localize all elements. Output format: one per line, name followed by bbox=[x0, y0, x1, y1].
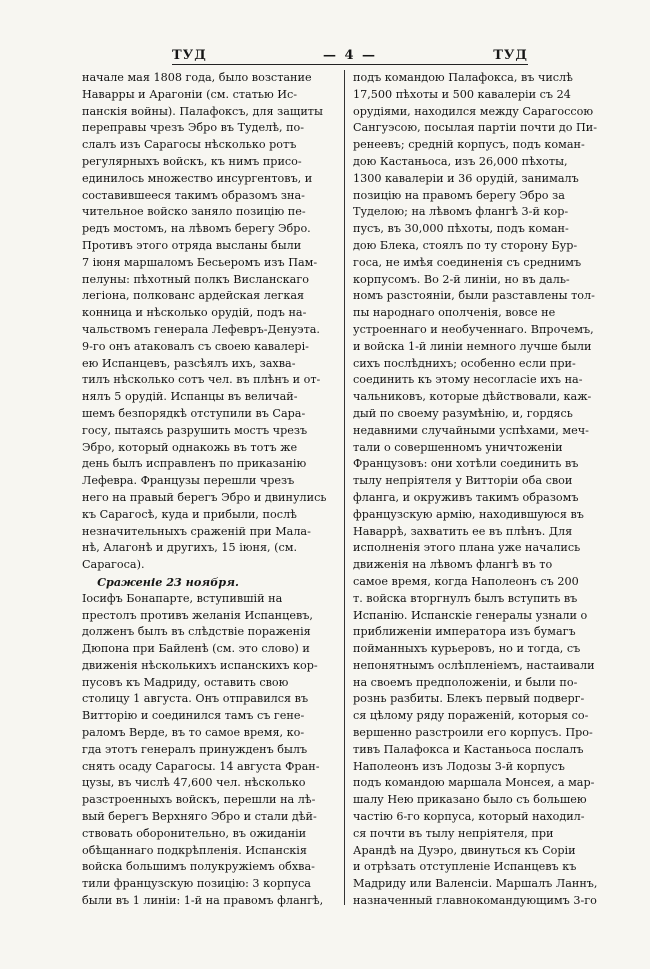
text-line: дою Блека, стоялъ по ту сторону Бур- bbox=[353, 238, 578, 252]
text-line: незначительныхъ сраженій при Мала- bbox=[82, 524, 311, 538]
text-line: устроеннаго и необученнаго. Впрочемъ, bbox=[353, 322, 594, 336]
text-line: госу, пытаясь разрушить мостъ чрезъ bbox=[82, 423, 308, 437]
text-line: вершенно разстроили его корпусъ. Про- bbox=[353, 726, 593, 740]
text-line: легіона, полкованс ардейская легкая bbox=[82, 289, 305, 303]
text-line: нѣ, Алагонѣ и другихъ, 15 іюня, (см. bbox=[82, 541, 298, 555]
text-line: тылу непріятеля у Витторіи оба свои bbox=[353, 474, 573, 488]
text-line: приближеніи императора изъ бумагъ bbox=[353, 625, 576, 639]
text-line: позицію на правомъ берегу Эбро за bbox=[353, 188, 565, 202]
text-line: движенія нѣсколькихъ испанскихъ кор- bbox=[82, 658, 318, 672]
text-line: фланга, и окруживъ такимъ образомъ bbox=[353, 490, 579, 504]
text-line: шалу Нею приказано было съ большею bbox=[353, 793, 587, 807]
text-line: 9-го онъ атаковалъ съ своею кавалері- bbox=[82, 339, 309, 353]
text-line: шемъ безпорядкѣ отступили въ Сара- bbox=[82, 406, 306, 420]
text-line: тивъ Палафокса и Кастаньоса послалъ bbox=[353, 742, 584, 756]
text-line: столицу 1 августа. Онъ отправился въ bbox=[82, 692, 309, 706]
text-line: французскую армію, находившуюся въ bbox=[353, 507, 584, 521]
text-line: дою Кастаньоса, изъ 26,000 пѣхоты, bbox=[353, 154, 568, 168]
text-line: день былъ исправленъ по приказанію bbox=[82, 457, 307, 471]
text-line: рознь разбиты. Блекъ первый подверг- bbox=[353, 692, 585, 706]
text-line: движенія на лѣвомъ флангѣ въ то bbox=[353, 558, 553, 572]
text-line: чительное войско заняло позицію пе- bbox=[82, 205, 306, 219]
text-line: нялъ 5 орудій. Испанцы въ величай- bbox=[82, 390, 298, 404]
text-line: ею Испанцевъ, разсѣялъ ихъ, захва- bbox=[82, 356, 296, 370]
text-line: начале мая 1808 года, было возстание bbox=[82, 71, 312, 84]
text-line: Наполеонъ изъ Лодозы 3-й корпусъ bbox=[353, 759, 565, 773]
text-line: подъ командою Палафокса, въ числѣ bbox=[353, 71, 573, 84]
text-line: соединить къ этому несогласіе ихъ на- bbox=[353, 373, 583, 387]
text-line: пусъ, въ 30,000 пѣхоты, подъ коман- bbox=[353, 222, 569, 236]
page-number: — 4 — bbox=[322, 47, 378, 63]
text-line: 1300 кавалеріи и 36 орудій, занималъ bbox=[353, 171, 579, 185]
text-line: дый по своему разумѣнію, и, гордясь bbox=[353, 406, 573, 420]
text-line: Французовъ: они хотѣли соединить въ bbox=[353, 457, 579, 471]
text-line: Наваррѣ, захватить ее въ плѣнъ. Для bbox=[353, 524, 573, 538]
text-line: гда этотъ генералъ принужденъ былъ bbox=[82, 742, 308, 756]
text-line: госа, не имѣя соединенія съ среднимъ bbox=[353, 255, 582, 269]
text-line: Эбро, который однакожь въ тотъ же bbox=[82, 440, 298, 454]
text-line: Испанію. Испанскіе генералы узнали о bbox=[353, 608, 588, 622]
text-line: 7 іюня маршаломъ Бесьеромъ изъ Пам- bbox=[82, 255, 318, 269]
text-line: слалъ изъ Сарагосы нѣсколько ротъ bbox=[82, 138, 297, 152]
text-line: ся почти въ тылу непріятеля, при bbox=[353, 826, 554, 840]
text-line: раломъ Верде, въ то самое время, ко- bbox=[82, 726, 305, 740]
text-line: Дюпона при Байленѣ (см. это слово) и bbox=[82, 642, 310, 656]
text-line: Мадриду или Валенсіи. Маршалъ Ланнъ, bbox=[353, 877, 598, 891]
text-line: орудіями, находился между Сарагоссою bbox=[353, 104, 594, 118]
text-line: Сангуэсою, посылая партіи почти до Пи- bbox=[353, 121, 598, 135]
left-column bbox=[82, 70, 327, 910]
text-line: Арандѣ на Дуэро, двинуться къ Соріи bbox=[353, 843, 576, 857]
text-line: ся цѣлому ряду пораженій, которыя со- bbox=[353, 709, 589, 723]
text-line: войска большимъ полукружіемъ обхва- bbox=[82, 860, 315, 874]
text-line: Лефевра. Французы перешли чрезъ bbox=[82, 474, 295, 488]
text-line: переправы чрезъ Эбро въ Туделѣ, по- bbox=[82, 121, 305, 135]
text-line: тали о совершенномъ уничтоженіи bbox=[353, 440, 563, 454]
text-line: частію 6-го корпуса, который находил- bbox=[353, 810, 585, 824]
text-line: чальниковъ, которые дѣйствовали, каж- bbox=[353, 390, 592, 404]
text-line: составившееся такимъ образомъ зна- bbox=[82, 188, 305, 202]
header-rule bbox=[172, 64, 528, 65]
text-line: исполненія этого плана уже начались bbox=[353, 541, 581, 555]
text-line: снять осаду Сарагосы. 14 августа Фран- bbox=[82, 759, 320, 773]
text-line: Іосифъ Бонапарте, вступившій на bbox=[82, 591, 283, 605]
right-column bbox=[353, 70, 598, 910]
text-line: пы народнаго ополченія, вовсе не bbox=[353, 306, 556, 320]
text-line: 17,500 пѣхоты и 500 кавалеріи съ 24 bbox=[353, 87, 571, 101]
text-line: къ Сарагосѣ, куда и прибыли, послѣ bbox=[82, 507, 297, 521]
running-header bbox=[172, 44, 528, 66]
text-line: конница и нѣсколько орудій, подъ на- bbox=[82, 306, 307, 320]
text-line: назначенный главнокомандующимъ 3-го bbox=[353, 894, 597, 908]
text-line: ренеевъ; средній корпусъ, подъ коман- bbox=[353, 138, 585, 152]
text-line: него на правый берегъ Эбро и двинулись bbox=[82, 490, 327, 504]
text-line: вый берегъ Верхняго Эбро и стали дѣй- bbox=[82, 810, 317, 824]
text-line: разстроенныхъ войскъ, перешли на лѣ- bbox=[82, 793, 316, 807]
text-line: недавними случайными успѣхами, меч- bbox=[353, 423, 589, 437]
text-line: Туделою; на лѣвомъ флангѣ 3-й кор- bbox=[353, 205, 569, 219]
section-heading: Сраженіе 23 ноября. bbox=[97, 574, 239, 589]
header-right-word: ТУД bbox=[493, 47, 528, 63]
text-line: пусовъ къ Мадриду, оставить свою bbox=[82, 675, 289, 689]
text-line: престолъ противъ желанія Испанцевъ, bbox=[82, 608, 313, 622]
text-line: Сарагоса). bbox=[82, 558, 145, 572]
text-line: были въ 1 линіи: 1-й на правомъ флангѣ, bbox=[82, 894, 324, 908]
text-line: номъ разстояніи, были разставлены тол- bbox=[353, 289, 595, 303]
text-line: долженъ былъ въ слѣдствіе пораженія bbox=[82, 625, 311, 639]
text-line: тилъ нѣсколько сотъ чел. въ плѣнъ и от- bbox=[82, 373, 321, 387]
text-line: тили французскую позицію: 3 корпуса bbox=[82, 877, 311, 891]
text-line: самое время, когда Наполеонъ съ 200 bbox=[353, 574, 579, 588]
text-line: регулярныхъ войскъ, къ нимъ присо- bbox=[82, 154, 302, 168]
text-line: обѣщаннаго подкрѣпленія. Испанскія bbox=[82, 843, 307, 857]
text-line: Витторію и соединился тамъ съ гене- bbox=[82, 709, 305, 723]
text-line: панскія войны). Палафоксъ, для защиты bbox=[82, 104, 323, 118]
text-line: единилось множество инсургентовъ, и bbox=[82, 171, 313, 185]
text-line: т. войска вторгнулъ былъ вступить въ bbox=[353, 591, 578, 605]
text-line: корпусомъ. Во 2-й линіи, но въ даль- bbox=[353, 272, 570, 286]
column-divider bbox=[344, 70, 345, 905]
text-line: чальствомъ генерала Лефевръ-Денуэта. bbox=[82, 322, 320, 336]
header-left-word: ТУД bbox=[172, 47, 207, 63]
text-line: Наварры и Арагоніи (см. статью Ис- bbox=[82, 87, 298, 101]
text-line: подъ командою маршала Монсея, а мар- bbox=[353, 776, 595, 790]
text-line: и войска 1-й линіи немного лучше были bbox=[353, 339, 592, 353]
text-line: и отрѣзать отступленіе Испанцевъ къ bbox=[353, 860, 577, 874]
text-line: Противъ этого отряда высланы были bbox=[82, 238, 302, 252]
text-line: на своемъ предположеніи, и были по- bbox=[353, 675, 578, 689]
text-line: цузы, въ числѣ 47,600 чел. нѣсколько bbox=[82, 776, 306, 790]
text-line: ствовать оборонительно, въ ожиданіи bbox=[82, 826, 307, 840]
text-line: пелуны: пѣхотный полкъ Висланскаго bbox=[82, 272, 309, 286]
text-line: непонятнымъ ослѣпленіемъ, настаивали bbox=[353, 658, 595, 672]
text-line: редъ мостомъ, на лѣвомъ берегу Эбро. bbox=[82, 222, 311, 236]
text-line: сихъ послѣднихъ; особенно если при- bbox=[353, 356, 576, 370]
text-line: пойманныхъ курьеровъ, но и тогда, съ bbox=[353, 642, 581, 656]
